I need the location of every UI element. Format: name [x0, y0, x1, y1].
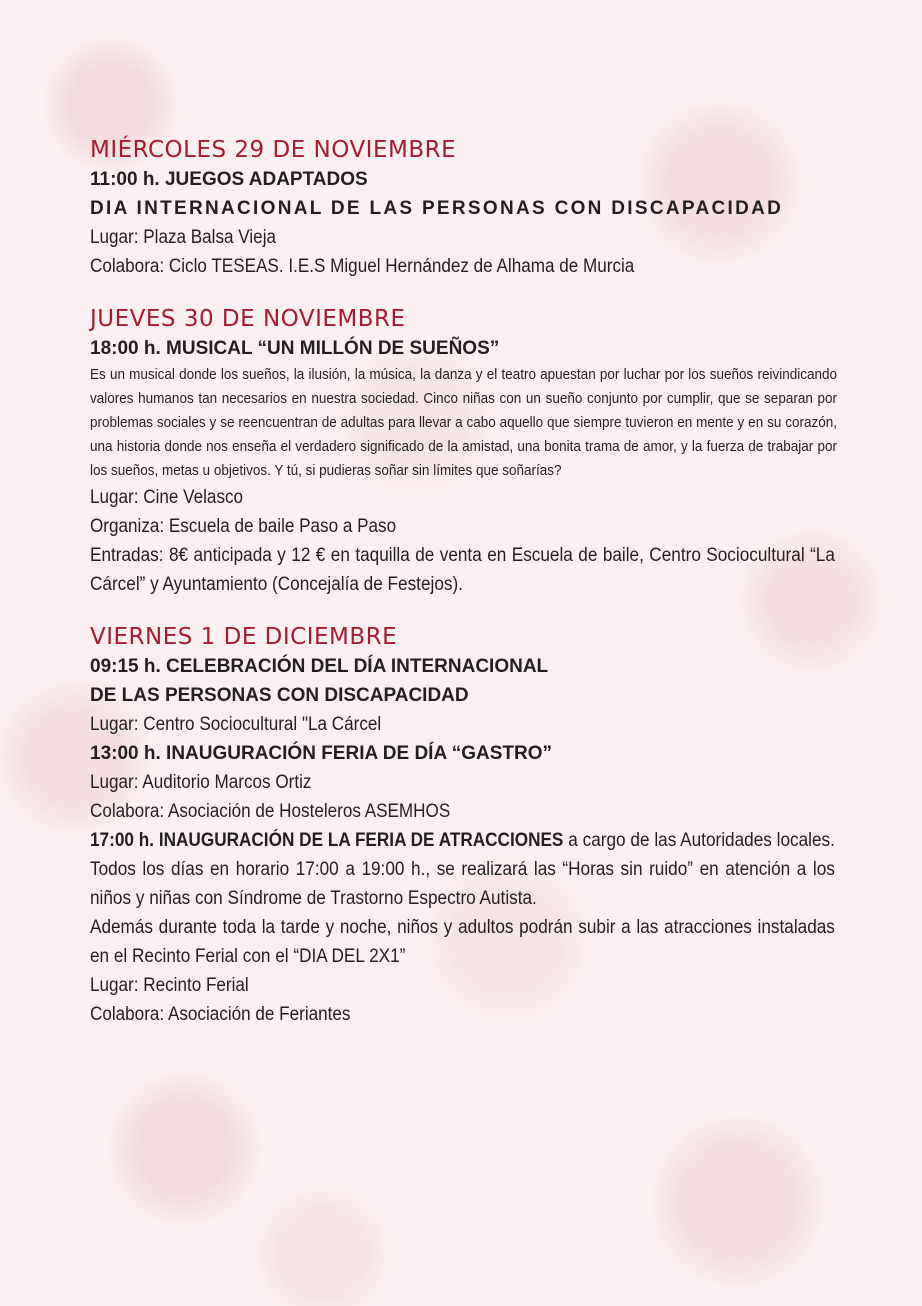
- event-collaborator: Colabora: Asociación de Hosteleros ASEMHOS: [90, 801, 451, 822]
- event-text: a cargo de las Autoridades locales. Todos los días en horario 17:00 a 19:00 h., se realizará las “Horas sin ruido” en atención a los niños y niñas con Síndrome de Trastorno Espectro Autista.: [90, 830, 835, 909]
- day-heading: MIÉRCOLES 29 DE NOVIEMBRE: [90, 137, 457, 163]
- event-extra-info: Además durante toda la tarde y noche, niños y adultos podrán subir a las atracciones instaladas en el Recinto Ferial con el “DIA DEL 2X1”: [90, 917, 835, 967]
- program-content: [90, 136, 835, 1053]
- event-title-continued: DE LAS PERSONAS CON DISCAPACIDAD: [90, 685, 469, 706]
- event-tickets: Entradas: 8€ anticipada y 12 € en taquilla de venta en Escuela de baile, Centro Sociocultural “La Cárcel” y Ayuntamiento (Concejalía de Festejos).: [90, 545, 835, 595]
- day-section-friday: [90, 623, 835, 1029]
- event-title: 13:00 h. INAUGURACIÓN FERIA DE DÍA “GASTRO”: [90, 743, 553, 764]
- event-collaborator: Colabora: Asociación de Feriantes: [90, 1004, 351, 1025]
- event-place: Lugar: Cine Velasco: [90, 487, 244, 508]
- day-section-thursday: [90, 305, 835, 599]
- event-title: 17:00 h. INAUGURACIÓN DE LA FERIA DE ATRACCIONES: [90, 830, 564, 851]
- day-heading: VIERNES 1 DE DICIEMBRE: [90, 624, 398, 650]
- event-paragraph: [90, 826, 835, 913]
- event-place: Lugar: Centro Sociocultural "La Cárcel: [90, 714, 382, 735]
- event-place: Lugar: Recinto Ferial: [90, 975, 249, 996]
- event-description: Es un musical donde los sueños, la ilusión, la música, la danza y el teatro apuestan por luchar por los sueños reivindicando valores humanos tan necesarios en nuestra sociedad. Cinco niñas con un sueño conjunto por cumplir, que se separan por problemas sociales y se reencuentran de adultas para llevar a cabo aquello que siempre tuvieron en mente y en su corazón, una historia donde nos enseña el verdadero significado de la amistad, una bonita trama de amor, y la fuerza de trabajar por los sueños, metas u objetivos. Y tú, si pudieras soñar sin límites que soñarías?: [90, 366, 837, 479]
- event-title: 11:00 h. JUEGOS ADAPTADOS: [90, 169, 368, 190]
- event-place: Lugar: Auditorio Marcos Ortiz: [90, 772, 312, 793]
- event-title: 09:15 h. CELEBRACIÓN DEL DÍA INTERNACIONAL: [90, 656, 549, 677]
- event-collaborator: Colabora: Ciclo TESEAS. I.E.S Miguel Hernández de Alhama de Murcia: [90, 256, 635, 277]
- event-title: 18:00 h. MUSICAL “UN MILLÓN DE SUEÑOS”: [90, 338, 500, 359]
- day-heading: JUEVES 30 DE NOVIEMBRE: [90, 306, 406, 332]
- day-section-wednesday: [90, 136, 835, 281]
- event-subtitle: DIA INTERNACIONAL DE LAS PERSONAS CON DISCAPACIDAD: [90, 198, 784, 219]
- event-place: Lugar: Plaza Balsa Vieja: [90, 227, 277, 248]
- event-organizer: Organiza: Escuela de baile Paso a Paso: [90, 516, 397, 537]
